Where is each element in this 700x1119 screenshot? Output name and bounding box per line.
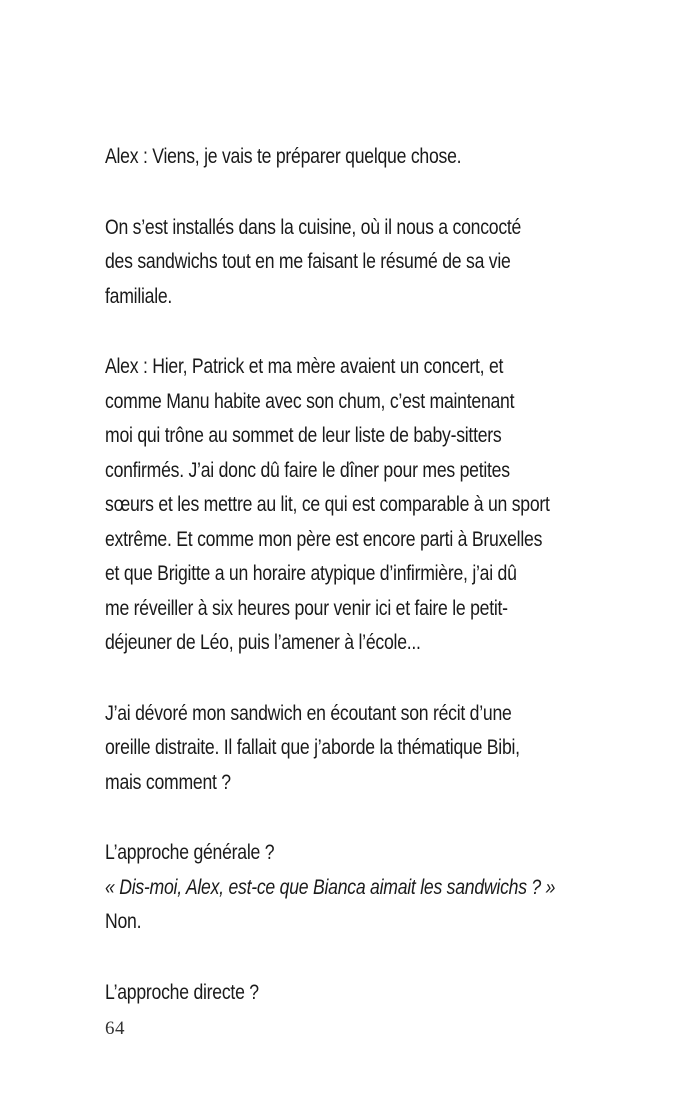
text-line: J’ai dévoré mon sandwich en écoutant son récit d’une [105, 701, 512, 725]
text-line: extrême. Et comme mon père est encore parti à Bruxelles [105, 527, 543, 551]
paragraph-general-approach [105, 836, 600, 940]
page-number: 64 [105, 1018, 125, 1039]
text-line: L’approche générale ? [105, 841, 275, 864]
paragraph-sandwich [105, 697, 600, 801]
quoted-line: « Dis-moi, Alex, est-ce que Bianca aimait les sandwichs ? » [105, 875, 556, 899]
paragraph-kitchen [105, 211, 600, 315]
text-line: confirmés. J’ai donc dû faire le dîner pour mes petites [105, 458, 510, 482]
text-line: Non. [105, 910, 142, 933]
paragraph-alex-story [105, 350, 600, 661]
text-line: des sandwichs tout en me faisant le résumé de sa vie [105, 250, 511, 273]
text-line: Alex : Hier, Patrick et ma mère avaient un concert, et [105, 355, 504, 378]
text-line: oreille distraite. Il fallait que j’aborde la thématique Bibi, [105, 736, 520, 759]
text-line: sœurs et les mettre au lit, ce qui est comparable à un sport [105, 493, 550, 516]
paragraph-direct-approach [105, 976, 600, 1011]
book-page-text [105, 140, 600, 1046]
paragraph-alex-invite [105, 140, 600, 175]
text-line: L’approche directe ? [105, 980, 259, 1004]
text-line: familiale. [105, 284, 173, 308]
text-line: et que Brigitte a un horaire atypique d’infirmière, j’ai dû [105, 562, 517, 585]
text-line: Alex : Viens, je vais te préparer quelque chose. [105, 145, 462, 168]
text-line: comme Manu habite avec son chum, c’est maintenant [105, 389, 515, 413]
text-line: On s’est installés dans la cuisine, où il nous a concocté [105, 215, 522, 239]
text-line: déjeuner de Léo, puis l’amener à l’école... [105, 631, 421, 654]
text-line: me réveiller à six heures pour venir ici et faire le petit- [105, 596, 508, 620]
text-line: moi qui trône au sommet de leur liste de baby-sitters [105, 424, 502, 447]
text-line: mais comment ? [105, 770, 231, 794]
